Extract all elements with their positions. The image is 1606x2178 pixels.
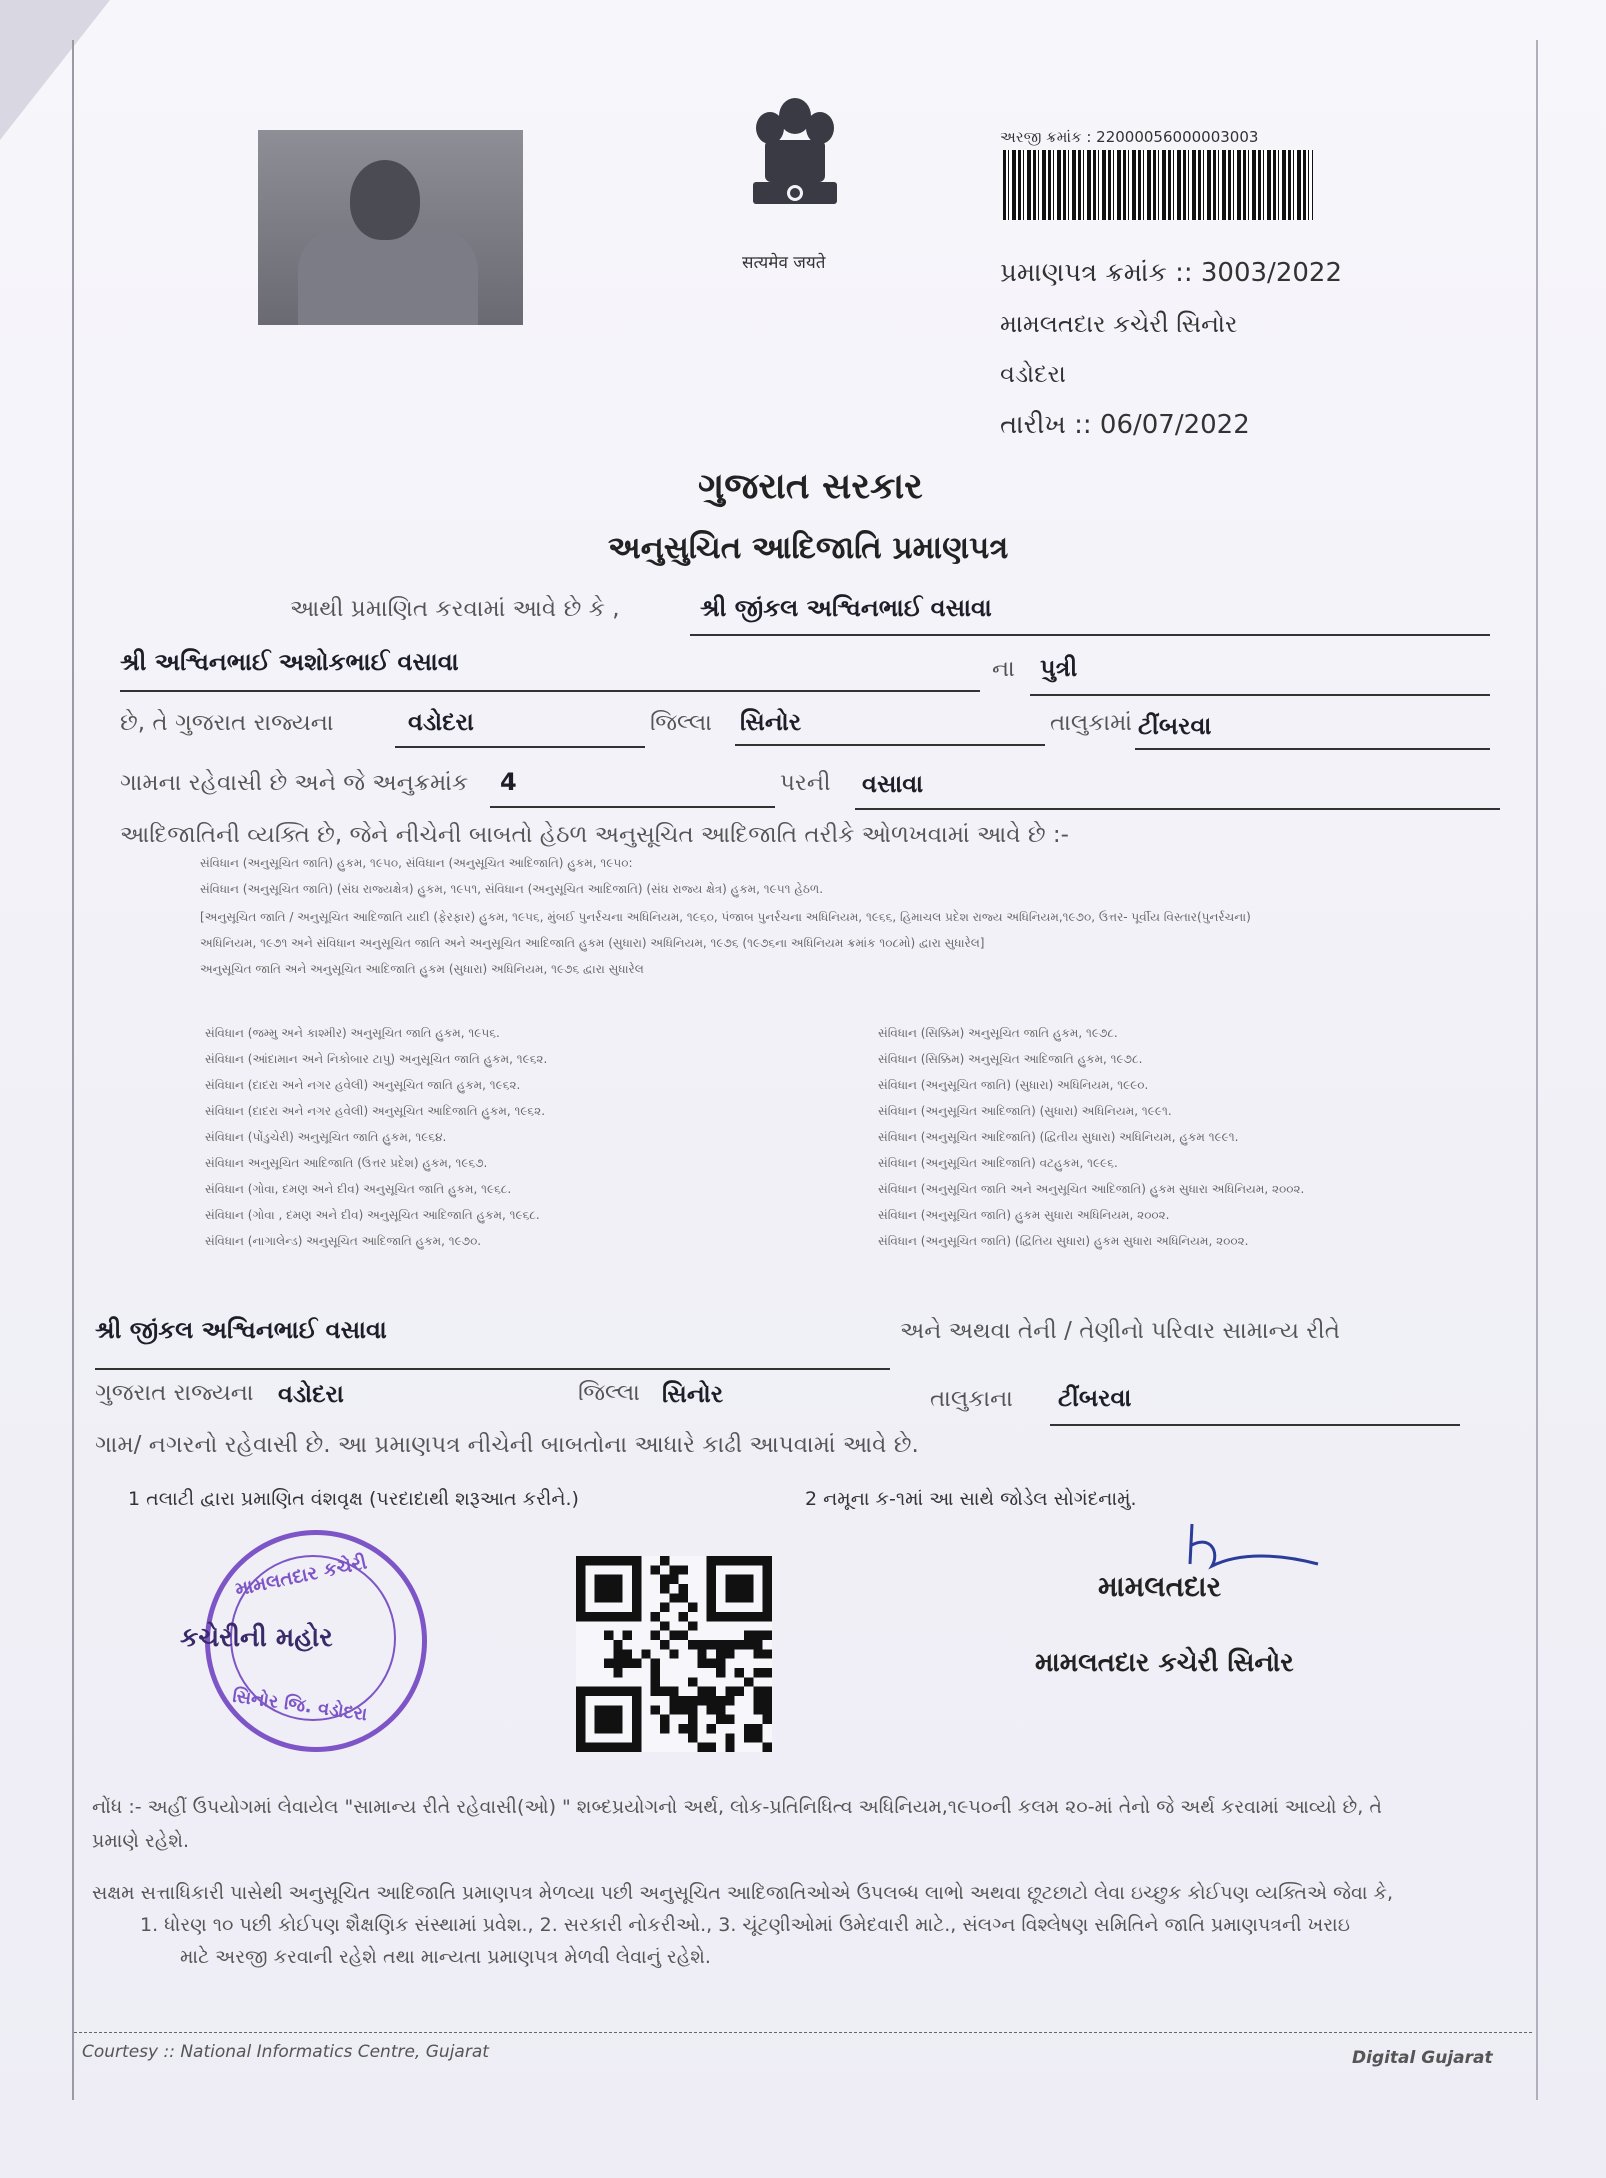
on-label: પરની bbox=[780, 770, 831, 796]
order-right-item: સંવિધાન (અનુસૂચિત જાતિ અને અનુસૂચિત આદિજાતિ) હુકમ સુધારા અધિનિયમ, ૨૦૦૨. bbox=[878, 1182, 1305, 1196]
seal-center-text: કચેરીની મહોર bbox=[180, 1623, 333, 1653]
order-right-item: સંવિધાન (અનુસૂચિત જાતિ) હુકમ સુધારા અધિનિયમ, ૨૦૦૨. bbox=[878, 1208, 1170, 1222]
qr-code bbox=[576, 1556, 772, 1752]
government-title: ગુજરાત સરકાર bbox=[698, 466, 923, 507]
order-left-item: સંવિધાન (ગોવા , દમણ અને દીવ) અનુસૂચિત આદિજાતિ હુકમ, ૧૯૬૮. bbox=[205, 1208, 540, 1222]
certificate-title: અનુસુચિત આદિજાતિ પ્રમાણપત્ર bbox=[608, 530, 1009, 566]
tribe-text: આદિજાતિની વ્યક્તિ છે, જેને નીચેની બાબતો હેઠળ અનુસૂચિત આદિજાતિ તરીકે ઓળખવામાં આવે છે :- bbox=[120, 822, 1069, 848]
order-left-item: સંવિધાન (ગોવા, દમણ અને દીવ) અનુસૂચિત જાતિ હુકમ, ૧૯૬૮. bbox=[205, 1182, 512, 1196]
order-line: [અનુસૂચિત જાતિ / અનુસૂચિત આદિજાતિ યાદી (ફેરફાર) હુકમ, ૧૯૫૬, મુંબઈ પુનર્રચના અધિનિયમ, ૧૯૬૦, પંજાબ પુનર્રચના અધિનિયમ, ૧૯૬૬, હિમાચલ પ્રદેશ રાજ્ય અધિનિયમ,૧૯૭૦, ઉત્તર- પૂર્વીય વિસ્તાર(પુનર્રચના) bbox=[200, 910, 1251, 924]
office-name: મામલતદાર કચેરી સિનોર bbox=[1000, 310, 1238, 338]
order-left-item: સંવિધાન (નાગાલેન્ડ) અનુસૂચિત આદિજાતિ હુકમ, ૧૯૭૦. bbox=[205, 1234, 482, 1248]
resident-name: શ્રી જીંકલ અશ્વિનભાઈ વસાવા bbox=[95, 1316, 387, 1344]
note-line-1: નોંધ :- અહીં ઉપયોગમાં લેવાયેલ "સામાન્ય રીતે રહેવાસી(ઓ) " શબ્દપ્રયોગનો અર્થ, લોક-પ્રતિનિધિત્વ અધિનિયમ,૧૯૫૦ની કલમ ૨૦-માં તેનો જે અર્થ કરવામાં આવ્યો છે, તે bbox=[92, 1796, 1382, 1818]
family-text: અને અથવા તેની / તેણીનો પરિવાર સામાન્ય રીતે bbox=[900, 1318, 1341, 1344]
order-left-item: સંવિધાન (દાદરા અને નગર હવેલી) અનુસૂચિત આદિજાતિ હુકમ, ૧૯૬૨. bbox=[205, 1104, 546, 1118]
father-name: શ્રી અશ્વિનભાઈ અશોકભાઈ વસાવા bbox=[120, 648, 459, 676]
basis-item-1: 1 તલાટી દ્વારા પ્રમાણિત વંશવૃક્ષ (પરદાદાથી શરૂઆત કરીને.) bbox=[128, 1488, 579, 1510]
eligibility-line-1: સક્ષમ સત્તાધિકારી પાસેથી અનુસૂચિત આદિજાતિ પ્રમાણપત્ર મેળવ્યા પછી અનુસૂચિત આદિજાતિઓએ ઉપલબ્ધ લાભો અથવા છૂટછાટો લેવા ઇચ્છુક કોઈપણ વ્યક્તિએ જેવા કે, bbox=[92, 1882, 1393, 1904]
residence-district-label: જિલ્લા bbox=[578, 1380, 640, 1406]
barcode bbox=[1003, 150, 1313, 220]
order-line: અનુસૂચિત જાતિ અને અનુસૂચિત આદિજાતિ હુકમ (સુધારા) અધિનિયમ, ૧૯૭૬ દ્વારા સુધારેલ bbox=[200, 962, 644, 976]
issue-date: તારીખ :: 06/07/2022 bbox=[1000, 410, 1250, 440]
applicant-name-line bbox=[690, 634, 1490, 636]
order-right-item: સંવિધાન (અનુસૂચિત આદિજાતિ) (દ્વિતીય સુધારા) અધિનિયમ, હુકમ ૧૯૯૧. bbox=[878, 1130, 1239, 1144]
resident-text: ગામના રહેવાસી છે અને જે અનુક્રમાંક bbox=[120, 770, 469, 796]
residence-state-label: ગુજરાત રાજ્યના bbox=[95, 1380, 254, 1406]
residence-village-line bbox=[1050, 1424, 1460, 1426]
village-line bbox=[1135, 748, 1490, 750]
order-line: અધિનિયમ, ૧૯૭૧ અને સંવિધાન અનુસૂચિત જાતિ અને અનુસૂચિત આદિજાતિ હુકમ (સુધારા) અધિનિયમ, ૧૯૭૬ (૧૯૭૬ના અધિનિયમ ક્રમાંક ૧૦૮મો) દ્વારા સુધારેલ] bbox=[200, 936, 985, 950]
taluka-line bbox=[735, 744, 1045, 746]
serial-line bbox=[490, 806, 775, 808]
taluka-value: સિનોર bbox=[740, 708, 802, 736]
order-left-item: સંવિધાન (પોંડુચેરી) અનુસૂચિત જાતિ હુકમ, ૧૯૬૪. bbox=[205, 1130, 447, 1144]
photo-shoulders bbox=[298, 230, 478, 325]
order-right-item: સંવિધાન (અનુસૂચિત જાતિ) (દ્વિતિય સુધારા) હુકમ સુધારા અધિનિયમ, ૨૦૦૨. bbox=[878, 1234, 1249, 1248]
seal-top-text: મામલતદાર કચેરી bbox=[233, 1551, 369, 1601]
seal-bottom-text: સિનોર જિ. વડોદરા bbox=[231, 1685, 369, 1726]
note-line-2: પ્રમાણે રહેશે. bbox=[92, 1830, 190, 1852]
resident-name-line bbox=[95, 1368, 890, 1370]
basis-item-2: 2 નમૂના ક-૧માં આ સાથે જોડેલ સોગંદનામું. bbox=[805, 1488, 1137, 1510]
tribe-line bbox=[855, 808, 1500, 810]
residence-district: વડોદરા bbox=[278, 1380, 344, 1408]
district-label: જિલ્લા bbox=[650, 710, 712, 736]
emblem-motto: सत्यमेव जयते bbox=[742, 253, 826, 273]
signatory-designation: મામલતદાર bbox=[1098, 1570, 1222, 1603]
eligibility-line-2: 1. ધોરણ ૧૦ પછી કોઈપણ શૈક્ષણિક સંસ્થામાં પ્રવેશ., 2. સરકારી નોકરીઓ., 3. ચૂંટણીઓમાં ઉમેદવારી માટે., સંલગ્ન વિશ્લેષણ સમિતિને જાતિ પ્રમાણપત્રની ખરાઇ bbox=[140, 1914, 1350, 1936]
order-left-item: સંવિધાન (આંદામાન અને નિકોબાર ટાપુ) અનુસૂચિત જાતિ હુકમ, ૧૯૬૨. bbox=[205, 1052, 548, 1066]
order-right-item: સંવિધાન (સિક્કિમ) અનુસૂચિત આદિજાતિ હુકમ, ૧૯૭૮. bbox=[878, 1052, 1143, 1066]
residence-taluka: સિનોર bbox=[662, 1380, 724, 1408]
tribe-value: વસાવા bbox=[862, 770, 924, 798]
office-district: વડોદરા bbox=[1000, 360, 1066, 388]
order-right-item: સંવિધાન (અનુસૂચિત આદિજાતિ) (સુધારા) અધિનિયમ, ૧૯૯૧. bbox=[878, 1104, 1172, 1118]
national-emblem-icon bbox=[735, 88, 855, 248]
residence-village: ટીંબરવા bbox=[1058, 1384, 1132, 1412]
digital-gujarat-brand: Digital Gujarat bbox=[1352, 2048, 1493, 2068]
district-value: વડોદરા bbox=[408, 708, 474, 736]
order-right-item: સંવિધાન (અનુસૂચિત જાતિ) (સુધારા) અધિનિયમ, ૧૯૯૦. bbox=[878, 1078, 1149, 1092]
order-left-item: સંવિધાન (દાદરા અને નગર હવેલી) અનુસૂચિત જાતિ હુકમ, ૧૯૬૨. bbox=[205, 1078, 521, 1092]
issue-basis-text: ગામ/ નગરનો રહેવાસી છે. આ પ્રમાણપત્ર નીચેની બાબતોના આધારે કાઢી આપવામાં આવે છે. bbox=[95, 1432, 919, 1458]
certificate-number: પ્રમાણપત્ર ક્રમાંક :: 3003/2022 bbox=[1000, 258, 1342, 288]
office-seal bbox=[180, 1530, 427, 1752]
relation: પુત્રી bbox=[1040, 654, 1078, 682]
of-label: ના bbox=[992, 656, 1015, 682]
relation-line bbox=[1030, 694, 1490, 696]
serial-number: 4 bbox=[500, 768, 517, 796]
residence-taluka-label: તાલુકાના bbox=[930, 1386, 1013, 1412]
village-value: ટીંબરવા bbox=[1138, 712, 1212, 740]
certify-text: આથી પ્રમાણિત કરવામાં આવે છે કે , bbox=[290, 596, 620, 622]
order-line: સંવિધાન (અનુસૂચિત જાતિ) (સંઘ રાજ્યક્ષેત્ર) હુકમ, ૧૯૫૧, સંવિધાન (અનુસૂચિત આદિજાતિ) (સંઘ રાજ્ય ક્ષેત્ર) હુકમ, ૧૯૫૧ હેઠળ. bbox=[200, 882, 824, 896]
page-border bbox=[72, 40, 1538, 2100]
signatory-office: મામલતદાર કચેરી સિનોર bbox=[1035, 1648, 1294, 1678]
order-right-item: સંવિધાન (અનુસૂચિત આદિજાતિ) વટહુકમ, ૧૯૯૬. bbox=[878, 1156, 1118, 1170]
footer-divider bbox=[74, 2032, 1532, 2033]
district-line bbox=[395, 746, 645, 748]
father-name-line bbox=[120, 690, 980, 692]
order-left-item: સંવિધાન (જમ્મુ અને કાશ્મીર) અનુસૂચિત જાતિ હુકમ, ૧૯૫૬. bbox=[205, 1026, 500, 1040]
applicant-name: શ્રી જીંકલ અશ્વિનભાઈ વસાવા bbox=[700, 594, 992, 622]
photo-face bbox=[350, 160, 420, 240]
applicant-photo bbox=[258, 130, 523, 325]
state-text: છે, તે ગુજરાત રાજ્યના bbox=[120, 710, 334, 736]
order-right-item: સંવિધાન (સિક્કિમ) અનુસૂચિત જાતિ હુકમ, ૧૯૭૮. bbox=[878, 1026, 1118, 1040]
order-left-item: સંવિધાન અનુસૂચિત આદિજાતિ (ઉત્તર પ્રદેશ) હુકમ, ૧૯૬૭. bbox=[205, 1156, 488, 1170]
taluka-label: તાલુકામાં bbox=[1050, 710, 1133, 736]
eligibility-line-3: માટે અરજી કરવાની રહેશે તથા માન્યતા પ્રમાણપત્ર મેળવી લેવાનું રહેશે. bbox=[180, 1946, 711, 1968]
application-number: અરજી ક્રમાંક : 22000056000003003 bbox=[1000, 128, 1259, 146]
courtesy-text: Courtesy :: National Informatics Centre, Gujarat bbox=[82, 2042, 489, 2062]
order-line: સંવિધાન (અનુસૂચિત જાતિ) હુકમ, ૧૯૫૦, સંવિધાન (અનુસૂચિત આદિજાતિ) હુકમ, ૧૯૫૦: bbox=[200, 856, 633, 870]
